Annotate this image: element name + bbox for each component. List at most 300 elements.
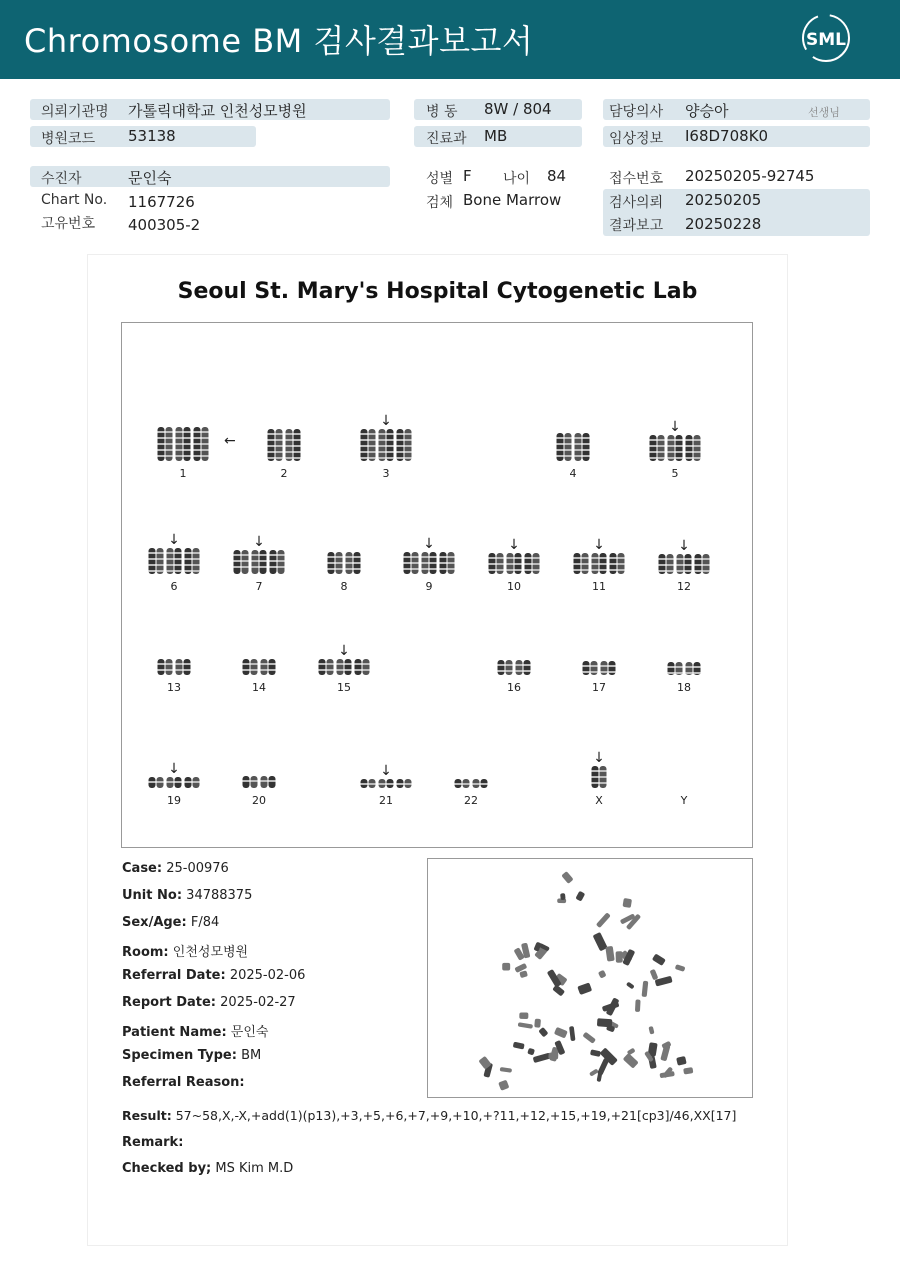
chromosome-band	[202, 455, 209, 457]
result-date-label: 결과보고	[609, 218, 664, 234]
remark-field: Remark:	[122, 1135, 184, 1150]
chromosome-band	[369, 433, 376, 435]
chromosome-band	[361, 445, 368, 447]
chromosome-band	[268, 451, 275, 453]
chromosome-18	[668, 662, 701, 694]
chromosome-band	[361, 451, 368, 453]
chromosome-band	[686, 457, 693, 459]
metaphase-chromosome	[589, 1068, 599, 1076]
chromosome-band	[575, 437, 582, 439]
chromosome-band	[243, 669, 250, 671]
chromatid	[337, 659, 344, 675]
chromosome-band	[194, 449, 201, 451]
metaphase-chromosome	[676, 1056, 687, 1066]
chromosome-band	[379, 433, 386, 435]
result-field: Result: 57~58,X,-X,+add(1)(p13),+3,+5,+6,+7,+9,+10,+?11,+12,+15,+19,+21[cp3]/46,XX[17]	[122, 1108, 737, 1123]
chart-no: 1167726	[128, 193, 195, 211]
metaphase-chromosome	[518, 1022, 533, 1029]
chromosome-band	[659, 570, 666, 572]
cytogenetic-report	[87, 254, 788, 1246]
chromosome-band	[387, 451, 394, 453]
chromosome-band	[234, 560, 241, 562]
chromosome-band	[345, 663, 352, 665]
chromosome-band	[361, 457, 368, 459]
chromosome-16	[498, 660, 531, 694]
chromosome-band	[575, 449, 582, 451]
chromosome-band	[448, 568, 455, 570]
chromosome-band	[610, 557, 617, 559]
chromosome-band	[158, 669, 165, 671]
chromatid	[524, 660, 531, 675]
chromosome-band	[676, 672, 683, 674]
chromatid	[243, 659, 250, 675]
chromosome-band	[268, 439, 275, 441]
chromosome-band	[202, 437, 209, 439]
chromosome-band	[489, 563, 496, 565]
chromosome-band	[515, 569, 522, 571]
chromosome-band	[677, 558, 684, 560]
chromosome-band	[328, 556, 335, 558]
chromosome-band	[166, 669, 173, 671]
chromosome-band	[601, 665, 608, 667]
chromosome-band	[278, 566, 285, 568]
chromosome-band	[185, 564, 192, 566]
chromosome-band	[524, 670, 531, 672]
metaphase-chromosome	[569, 1026, 575, 1041]
chromatid	[363, 659, 370, 675]
chromosome-band	[286, 451, 293, 453]
metaphase-chromosome	[622, 898, 632, 908]
metaphase-chromosome	[596, 912, 611, 928]
chromosome-band	[270, 560, 277, 562]
chromosome-band	[694, 666, 701, 668]
metaphase-chromosome	[498, 1080, 509, 1091]
request-date-label: 검사의뢰	[609, 195, 664, 211]
chromosome-band	[149, 558, 156, 560]
chromosome-band	[516, 664, 523, 666]
metaphase-chromosome	[626, 982, 635, 990]
chromosome-band	[591, 665, 598, 667]
chromosome-band	[286, 445, 293, 447]
chromosome-band	[176, 431, 183, 433]
chromosome-band	[337, 663, 344, 665]
metaphase-chromosome	[597, 1058, 609, 1076]
requesting-org-label: 의뢰기관명	[41, 104, 109, 120]
unit-field: Unit No: 34788375	[122, 888, 253, 903]
chromosome-band	[194, 455, 201, 457]
chromosome-band	[269, 663, 276, 665]
chromosome-band	[592, 776, 599, 778]
hospital-code-label: 병원코드	[41, 131, 96, 147]
abnormal-arrow-icon: ↓	[593, 537, 605, 553]
chromosome-band	[694, 672, 701, 674]
age: 84	[547, 167, 567, 185]
chromosome-band	[176, 437, 183, 439]
chromosome-band	[507, 563, 514, 565]
metaphase-chromosome	[519, 970, 528, 978]
chromosome-band	[397, 439, 404, 441]
chromosome-band	[337, 669, 344, 671]
age-label: 나이	[503, 171, 531, 187]
chromosome-7	[234, 534, 285, 593]
chromosome-band	[455, 783, 462, 785]
chromosome-band	[252, 566, 259, 568]
chromosome-label: 22	[464, 794, 478, 807]
chromosome-band	[167, 552, 174, 554]
chromosome-band	[158, 663, 165, 665]
abnormal-arrow-icon: ↓	[593, 750, 605, 766]
chromosome-band	[397, 783, 404, 785]
metaphase-chromosome	[575, 891, 585, 902]
chromosome-band	[405, 451, 412, 453]
chromosome-4	[557, 433, 590, 480]
chromosome-band	[158, 431, 165, 433]
chromatid	[158, 659, 165, 675]
chromosome-band	[175, 552, 182, 554]
abnormal-arrow-icon: ↓	[423, 536, 435, 552]
metaphase-chromosome	[500, 1067, 512, 1073]
lab-title: Seoul St. Mary's Hospital Cytogenetic Lab	[177, 279, 698, 304]
chromosome-band	[260, 560, 267, 562]
chromosome-band	[430, 568, 437, 570]
chromosome-band	[610, 563, 617, 565]
chromosome-label: 4	[569, 467, 577, 480]
chromosome-band	[557, 437, 564, 439]
chromosome-band	[685, 558, 692, 560]
chromosome-band	[404, 556, 411, 558]
chart-no-label: Chart No.	[41, 192, 108, 208]
chromosome-band	[618, 557, 625, 559]
chromosome-band	[565, 449, 572, 451]
abnormal-arrow-icon: ↓	[253, 534, 265, 550]
chromosome-band	[276, 457, 283, 459]
referral-reason-field: Referral Reason:	[122, 1075, 245, 1090]
chromosome-band	[412, 556, 419, 558]
chromosome-band	[609, 665, 616, 667]
chromosome-8	[328, 552, 361, 593]
chromosome-band	[583, 455, 590, 457]
chromosome-band	[294, 457, 301, 459]
chromosome-label: 8	[340, 580, 348, 593]
metaphase-chromosome	[533, 1053, 551, 1063]
chromosome-band	[397, 451, 404, 453]
chromosome-band	[175, 570, 182, 572]
chromosome-band	[194, 437, 201, 439]
ward-label: 병 동	[426, 104, 458, 120]
chromatid	[184, 659, 191, 675]
chromosome-band	[497, 563, 504, 565]
chromosome-band	[583, 671, 590, 673]
chromosome-band	[405, 457, 412, 459]
metaphase-chromosome	[560, 893, 566, 900]
metaphase-chromosome	[652, 953, 666, 966]
chromosome-band	[158, 449, 165, 451]
chromatid	[355, 659, 362, 675]
chromosome-band	[261, 669, 268, 671]
chromosome-band	[319, 663, 326, 665]
patient-label: 수진자	[41, 171, 82, 187]
chromatid	[176, 659, 183, 675]
chromosome-band	[557, 455, 564, 457]
chromosome-band	[194, 443, 201, 445]
chromosome-22	[455, 779, 488, 807]
chromosome-10	[489, 537, 540, 593]
chromosome-band	[251, 780, 258, 782]
clinical-info-label: 임상정보	[609, 131, 664, 147]
chromosome-label: 19	[167, 794, 181, 807]
chromosome-band	[592, 770, 599, 772]
chromosome-band	[269, 669, 276, 671]
chromosome-band	[583, 449, 590, 451]
sexage-field: Sex/Age: F/84	[122, 915, 220, 930]
chromosome-label: X	[595, 794, 603, 807]
chromosome-band	[193, 558, 200, 560]
chromosome-band	[405, 445, 412, 447]
metaphase-chromosome	[538, 1027, 548, 1037]
unique-no: 400305-2	[128, 216, 201, 234]
chromosome-band	[694, 439, 701, 441]
chromosome-Y	[680, 794, 688, 807]
chromosome-band	[694, 451, 701, 453]
chromosome-band	[686, 445, 693, 447]
chromosome-band	[261, 663, 268, 665]
chromosome-band	[515, 563, 522, 565]
logo-text: SML	[806, 30, 846, 50]
abnormal-arrow-icon: ↓	[380, 413, 392, 429]
chromosome-band	[600, 569, 607, 571]
chromosome-band	[507, 569, 514, 571]
chromosome-band	[268, 433, 275, 435]
chromosome-band	[243, 663, 250, 665]
metaphase-chromosome	[534, 1019, 541, 1028]
chromosome-band	[574, 563, 581, 565]
chromosome-band	[422, 568, 429, 570]
chromosome-11	[574, 537, 625, 593]
chromosome-band	[346, 556, 353, 558]
chromosome-12	[659, 538, 710, 593]
sex-label: 성별	[426, 171, 454, 187]
chromosome-band	[234, 554, 241, 556]
chromosome-band	[286, 457, 293, 459]
chromosome-band	[610, 569, 617, 571]
chromatid	[166, 659, 173, 675]
ward: 8W / 804	[484, 100, 552, 118]
report-date-field: Report Date: 2025-02-27	[122, 995, 296, 1010]
chromosome-band	[379, 445, 386, 447]
chromosome-band	[286, 433, 293, 435]
chromosome-band	[276, 439, 283, 441]
chromosome-20	[243, 776, 276, 807]
chromosome-band	[166, 449, 173, 451]
chromosome-band	[387, 783, 394, 785]
chromosome-band	[440, 568, 447, 570]
chromosome-band	[565, 455, 572, 457]
metaphase-chromosome	[527, 1048, 535, 1056]
abnormal-arrow-icon: ↓	[678, 538, 690, 554]
chromosome-band	[387, 445, 394, 447]
metaphase-chromosome	[561, 871, 573, 884]
chromosome-band	[703, 564, 710, 566]
chromosome-band	[658, 439, 665, 441]
chromosome-band	[167, 781, 174, 783]
chromosome-band	[686, 451, 693, 453]
chromosome-2	[268, 429, 301, 480]
receipt-no: 20250205-92745	[685, 167, 815, 185]
chromosome-9	[404, 536, 455, 593]
chromosome-band	[193, 552, 200, 554]
chromosome-band	[157, 558, 164, 560]
chromosome-band	[440, 556, 447, 558]
chromosome-band	[355, 663, 362, 665]
chromosome-band	[234, 566, 241, 568]
abnormal-arrow-icon: ↓	[669, 419, 681, 435]
chromosome-band	[167, 564, 174, 566]
chromosome-band	[565, 443, 572, 445]
chromosome-band	[676, 451, 683, 453]
chromosome-band	[583, 437, 590, 439]
chromosome-band	[252, 554, 259, 556]
chromosome-band	[575, 455, 582, 457]
chromosome-band	[659, 564, 666, 566]
metaphase-chromosome	[635, 999, 641, 1012]
chromosome-band	[676, 666, 683, 668]
chromosome-band	[703, 570, 710, 572]
chromosome-band	[668, 672, 675, 674]
metaphase-chromosome	[590, 1049, 601, 1057]
chromosome-label: Y	[680, 794, 688, 807]
chromosome-label: 10	[507, 580, 521, 593]
chromosome-band	[694, 445, 701, 447]
chromosome-band	[294, 439, 301, 441]
chromosome-band	[336, 562, 343, 564]
chromosome-label: 18	[677, 681, 691, 694]
chromosome-band	[184, 443, 191, 445]
chromosome-band	[345, 669, 352, 671]
chromosome-band	[592, 569, 599, 571]
chromosome-band	[167, 570, 174, 572]
abnormal-arrow-icon: ↓	[168, 532, 180, 548]
chromosome-band	[565, 437, 572, 439]
chromosome-band	[354, 562, 361, 564]
chromosome-band	[361, 439, 368, 441]
chromosome-band	[658, 451, 665, 453]
chromosome-band	[327, 663, 334, 665]
chromosome-band	[202, 443, 209, 445]
chromosome-band	[685, 564, 692, 566]
chromosome-band	[448, 562, 455, 564]
metaphase-chromosome	[582, 1032, 596, 1044]
chromosome-band	[243, 780, 250, 782]
chromosome-band	[149, 781, 156, 783]
chromosome-band	[184, 449, 191, 451]
chromosome-band	[658, 445, 665, 447]
chromosome-band	[379, 457, 386, 459]
doctor-label: 담당의사	[609, 104, 664, 120]
chromosome-band	[185, 558, 192, 560]
chromosome-band	[650, 445, 657, 447]
chromosome-band	[176, 663, 183, 665]
chromosome-band	[202, 431, 209, 433]
metaphase-chromosome	[502, 963, 510, 971]
chromosome-band	[574, 569, 581, 571]
patient-name-field: Patient Name: 문인숙	[122, 1025, 269, 1040]
chromosome-band	[260, 554, 267, 556]
chromosome-band	[448, 556, 455, 558]
chromosome-band	[676, 445, 683, 447]
chromosome-3	[361, 413, 412, 480]
chromosome-band	[276, 433, 283, 435]
chromosome-label: 14	[252, 681, 266, 694]
metaphase-chromosome	[650, 969, 659, 981]
chromosome-band	[463, 783, 470, 785]
doctor: 양승아	[685, 102, 729, 120]
abnormal-arrow-icon: ↓	[508, 537, 520, 553]
chromosome-band	[667, 558, 674, 560]
chromosome-band	[516, 670, 523, 672]
chromosome-band	[166, 431, 173, 433]
chromosome-band	[184, 437, 191, 439]
chromosome-band	[193, 564, 200, 566]
chromosome-band	[473, 783, 480, 785]
chromosome-band	[650, 439, 657, 441]
chromatid	[345, 659, 352, 675]
chromosome-band	[268, 457, 275, 459]
chromosome-band	[668, 445, 675, 447]
room-field: Room: 인천성모병원	[122, 945, 249, 960]
chromosome-band	[422, 556, 429, 558]
chromosome-band	[397, 445, 404, 447]
chromosome-band	[695, 564, 702, 566]
metaphase-chromosome	[554, 1027, 568, 1039]
karyotype-panel	[121, 322, 753, 848]
chromosome-band	[185, 570, 192, 572]
chromosome-band	[361, 783, 368, 785]
chromosome-band	[582, 569, 589, 571]
chromosome-band	[575, 443, 582, 445]
chromosome-band	[387, 439, 394, 441]
chromosome-band	[497, 557, 504, 559]
chromatid	[506, 660, 513, 675]
department: MB	[484, 127, 508, 145]
metaphase-chromosome	[598, 970, 607, 979]
chromosome-label: 20	[252, 794, 266, 807]
chromosome-band	[489, 557, 496, 559]
chromosome-band	[166, 663, 173, 665]
chromosome-band	[405, 433, 412, 435]
chromosome-band	[184, 431, 191, 433]
patient-name: 문인숙	[128, 169, 172, 187]
chromosome-band	[176, 669, 183, 671]
abnormal-arrow-icon: ↓	[338, 643, 350, 659]
chromosome-band	[379, 439, 386, 441]
chromosome-band	[184, 669, 191, 671]
chromosome-band	[582, 563, 589, 565]
chromosome-band	[278, 554, 285, 556]
abnormal-arrow-icon: ↓	[168, 761, 180, 777]
chromosome-17	[583, 661, 616, 694]
chromosome-band	[600, 563, 607, 565]
chromosome-band	[618, 563, 625, 565]
chromosome-band	[369, 445, 376, 447]
chromosome-13	[158, 659, 191, 694]
chromosome-band	[557, 443, 564, 445]
chromosome-band	[685, 570, 692, 572]
chromosome-band	[533, 557, 540, 559]
chromosome-band	[354, 556, 361, 558]
chromosome-band	[166, 455, 173, 457]
chromosome-band	[346, 568, 353, 570]
chromosome-band	[481, 783, 488, 785]
